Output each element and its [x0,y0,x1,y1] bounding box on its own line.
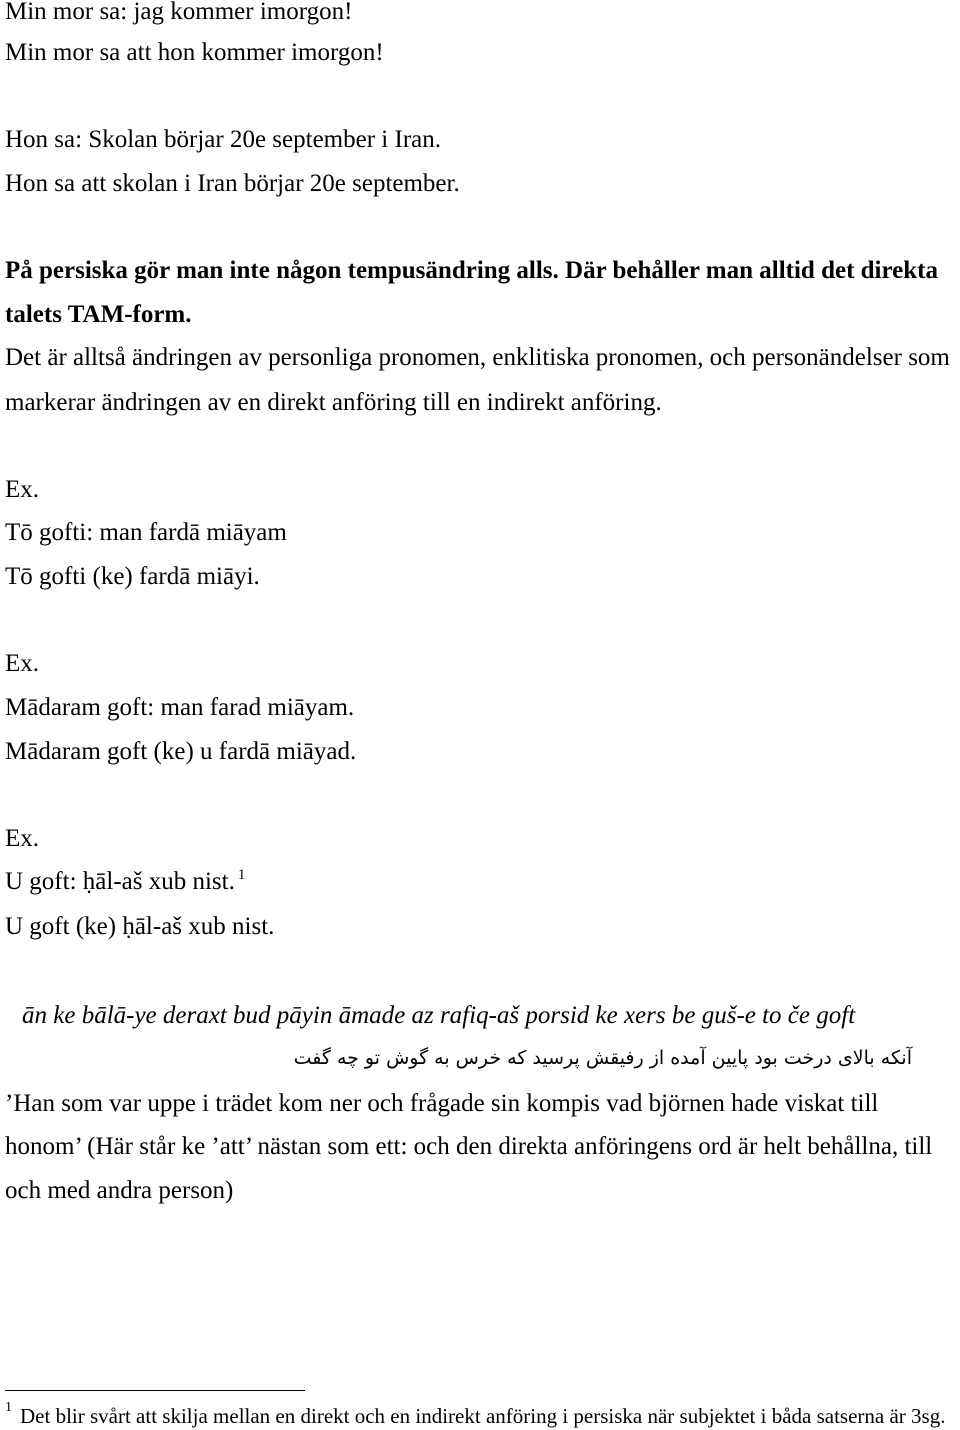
text-line: Hon sa: Skolan börjar 20e september i Iran. [5,126,441,153]
example-line: Mādaram goft (ke) u fardā miāyad. [5,738,357,765]
text-line: Hon sa att skolan i Iran börjar 20e september. [5,170,460,197]
example-line [5,867,245,900]
example-label: Ex. [5,825,40,852]
example-label: Ex. [5,650,40,677]
text-line: Min mor sa att hon kommer imorgon! [5,39,384,66]
translation-line: honom’ (Här står ke ’att’ nästan som ett: och den direkta anföringens ord är helt behållna, till [5,1133,933,1160]
footnote-marker: 1 [5,1400,12,1415]
footnote-reference[interactable]: 1 [237,867,246,883]
transliteration-line: ān ke bālā-ye deraxt bud pāyin āmade az rafiq-aš porsid ke xers be guš-e to če goft [22,1002,856,1029]
text-line: Det är alltså ändringen av personliga pronomen, enklitiska pronomen, och personändelser som [5,344,950,371]
text-line: Min mor sa: jag kommer imorgon! [5,0,353,25]
example-label: Ex. [5,476,40,503]
example-line: Tō gofti: man fardā miāyam [5,519,287,546]
example-line: U goft (ke) ḥāl-aš xub nist. [5,913,275,940]
translation-line: och med andra person) [5,1177,234,1204]
translation-line: ’Han som var uppe i trädet kom ner och frågade sin kompis vad björnen hade viskat till [5,1090,879,1117]
persian-line: آنکه بالای درخت بود پایین آمده از رفیقش پرسید که خرس به گوش تو چه گفت [293,1047,912,1069]
example-line: Tō gofti (ke) fardā miāyi. [5,563,260,590]
bold-text-line: På persiska gör man inte någon tempusändring alls. Där behåller man alltid det direkta [5,257,938,284]
example-line-text: U goft: ḥāl-aš xub nist. [5,868,235,895]
footnote-separator [5,1390,305,1391]
bold-text-line: talets TAM-form. [5,301,192,328]
footnote-text: Det blir svårt att skilja mellan en direkt och en indirekt anföring i persiska när subjektet i båda satserna är 3sg. [20,1404,946,1428]
text-line: markerar ändringen av en direkt anföring till en indirekt anföring. [5,389,662,416]
example-line: Mādaram goft: man farad miāyam. [5,694,355,721]
